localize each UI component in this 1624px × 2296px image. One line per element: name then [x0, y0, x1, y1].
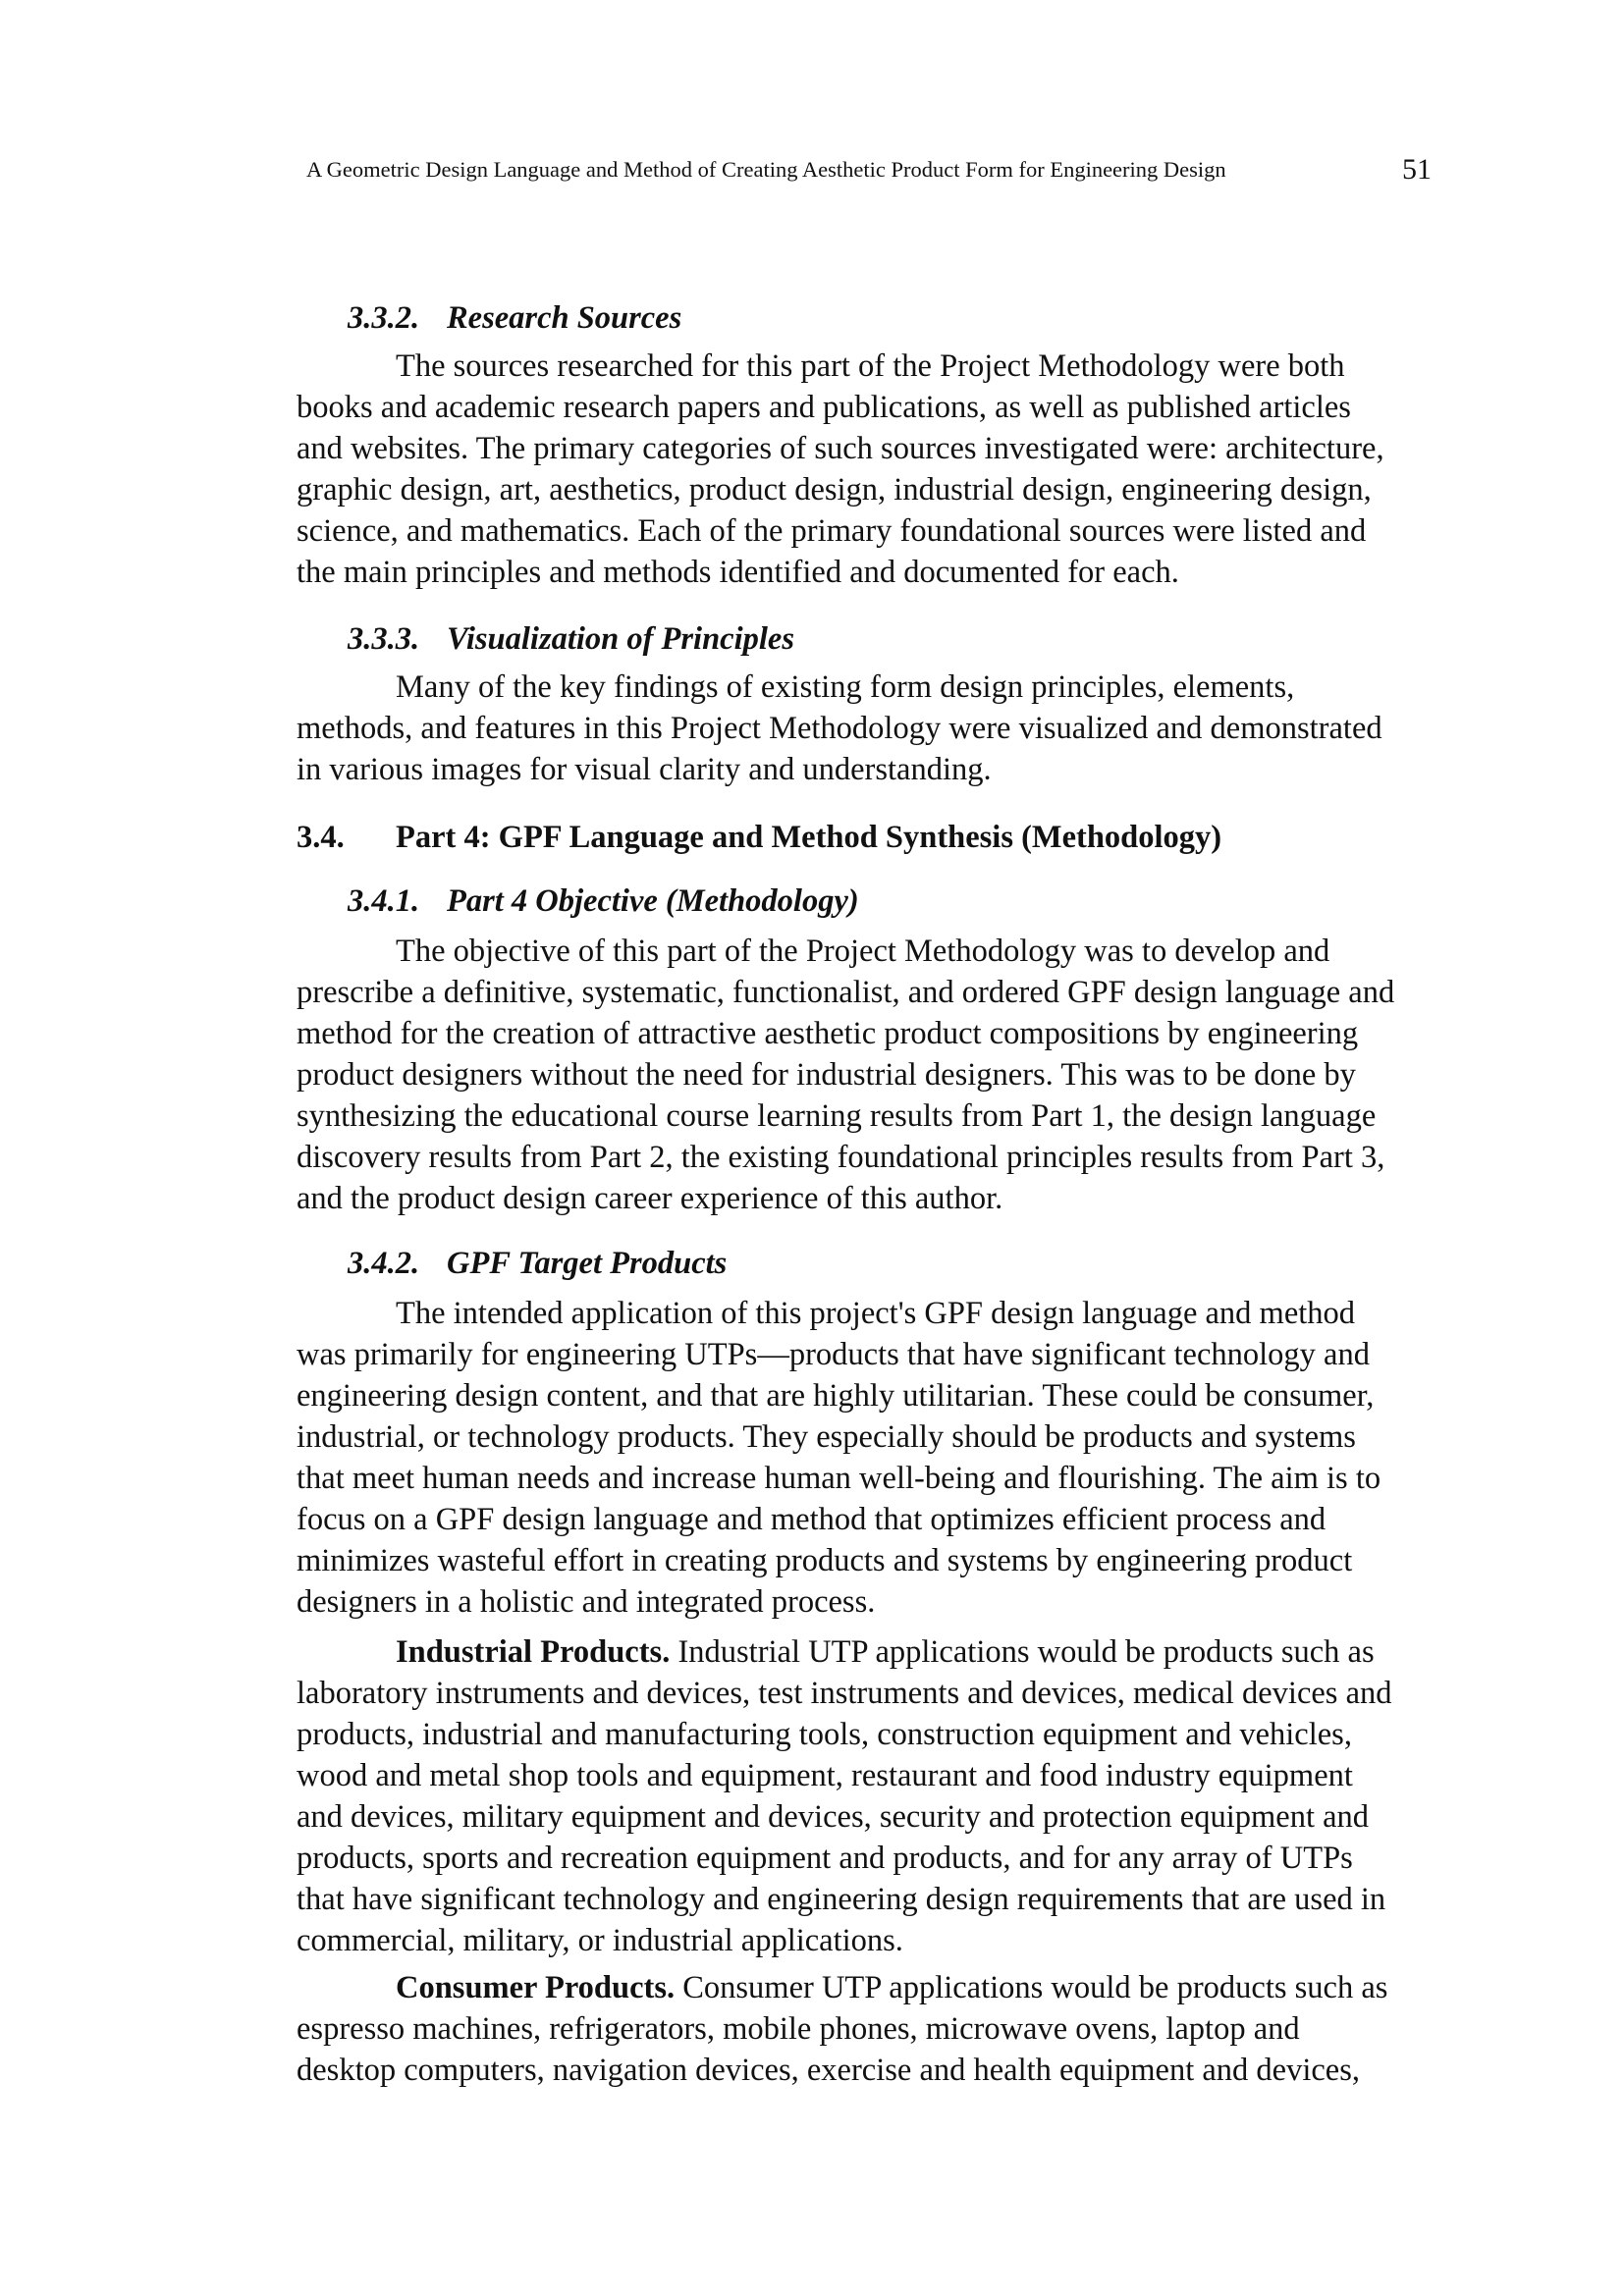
section-number: 3.4. — [297, 820, 345, 855]
text-line — [297, 1967, 1455, 2008]
text-line: espresso machines, refrigerators, mobile phones, microwave ovens, laptop and — [297, 2011, 1300, 2047]
text-line: method for the creation of attractive aesthetic product compositions by engineering — [297, 1016, 1359, 1051]
text-line: methods, and features in this Project Methodology were visualized and demonstrated — [297, 711, 1382, 746]
text-line: industrial, or technology products. They especially should be products and systems — [297, 1419, 1356, 1455]
text-line: that meet human needs and increase human well-being and flourishing. The aim is to — [297, 1461, 1381, 1496]
run-in-heading: Consumer Products. — [396, 1970, 676, 2005]
section-heading-3-3-2 — [297, 297, 1455, 339]
text-line: commercial, military, or industrial applications. — [297, 1923, 903, 1958]
section-number: 3.4.2. — [348, 1246, 420, 1281]
section-number: 3.3.3. — [348, 621, 420, 657]
section-heading-3-4 — [297, 817, 1455, 858]
section-title: GPF Target Products — [447, 1246, 728, 1281]
text-line: the main principles and methods identified and documented for each. — [297, 555, 1179, 590]
text-line: Many of the key findings of existing form design principles, elements, — [396, 669, 1295, 705]
text-line: laboratory instruments and devices, test instruments and devices, medical devices and — [297, 1676, 1392, 1711]
text-line: and websites. The primary categories of such sources investigated were: architecture, — [297, 431, 1384, 466]
text-line: in various images for visual clarity and understanding. — [297, 752, 992, 787]
text-line: graphic design, art, aesthetics, product design, industrial design, engineering design, — [297, 472, 1372, 507]
text-line: was primarily for engineering UTPs—products that have significant technology and — [297, 1337, 1370, 1372]
section-heading-3-4-1 — [297, 881, 1455, 922]
paragraph-consumer-products — [297, 1967, 1455, 2091]
section-heading-3-3-3 — [297, 618, 1455, 660]
text-line: products, sports and recreation equipment and products, and for any array of UTPs — [297, 1841, 1353, 1876]
section-number: 3.4.1. — [348, 883, 420, 919]
paragraph-objective — [297, 931, 1455, 1219]
paragraph-visualization — [297, 667, 1455, 790]
text-line: desktop computers, navigation devices, exercise and health equipment and devices, — [297, 2053, 1360, 2088]
text-line: minimizes wasteful effort in creating products and systems by engineering product — [297, 1543, 1353, 1578]
text-span: Consumer UTP applications would be products such as — [675, 1970, 1388, 2005]
text-line: synthesizing the educational course learning results from Part 1, the design language — [297, 1098, 1377, 1134]
text-line: engineering design content, and that are highly utilitarian. These could be consumer, — [297, 1378, 1375, 1414]
section-title: Part 4 Objective (Methodology) — [447, 883, 859, 919]
text-line: focus on a GPF design language and method that optimizes efficient process and — [297, 1502, 1326, 1537]
text-line: The objective of this part of the Project Methodology was to develop and — [396, 934, 1330, 969]
text-line: products, industrial and manufacturing tools, construction equipment and vehicles, — [297, 1717, 1352, 1752]
section-title: Research Sources — [447, 300, 682, 336]
section-number: 3.3.2. — [348, 300, 420, 336]
text-line: science, and mathematics. Each of the primary foundational sources were listed and — [297, 513, 1367, 549]
section-heading-3-4-2 — [297, 1243, 1455, 1284]
running-header: A Geometric Design Language and Method of Creating Aesthetic Product Form for Engineering Design — [306, 157, 1226, 182]
text-line: that have significant technology and engineering design requirements that are used in — [297, 1882, 1386, 1917]
text-line: wood and metal shop tools and equipment, restaurant and food industry equipment — [297, 1758, 1353, 1793]
text-line — [297, 1631, 1455, 1673]
text-span: Industrial UTP applications would be products such as — [670, 1634, 1375, 1670]
page-number: 51 — [1402, 153, 1432, 186]
paragraph-research-sources — [297, 346, 1455, 593]
text-line: The intended application of this project's GPF design language and method — [396, 1296, 1356, 1331]
run-in-heading: Industrial Products. — [396, 1634, 671, 1670]
paragraph-industrial-products — [297, 1631, 1455, 1961]
text-line: The sources researched for this part of the Project Methodology were both — [396, 348, 1345, 384]
section-title: Part 4: GPF Language and Method Synthesis (Methodology) — [396, 820, 1222, 855]
section-title: Visualization of Principles — [447, 621, 794, 657]
text-line: designers in a holistic and integrated process. — [297, 1584, 876, 1620]
text-line: prescribe a definitive, systematic, functionalist, and ordered GPF design language and — [297, 975, 1395, 1010]
text-line: and devices, military equipment and devices, security and protection equipment and — [297, 1799, 1370, 1835]
text-line: discovery results from Part 2, the existing foundational principles results from Part 3, — [297, 1140, 1385, 1175]
paragraph-target-products — [297, 1293, 1455, 1623]
text-line: books and academic research papers and publications, as well as published articles — [297, 390, 1351, 425]
text-line: product designers without the need for industrial designers. This was to be done by — [297, 1057, 1356, 1093]
text-line: and the product design career experience of this author. — [297, 1181, 1003, 1216]
